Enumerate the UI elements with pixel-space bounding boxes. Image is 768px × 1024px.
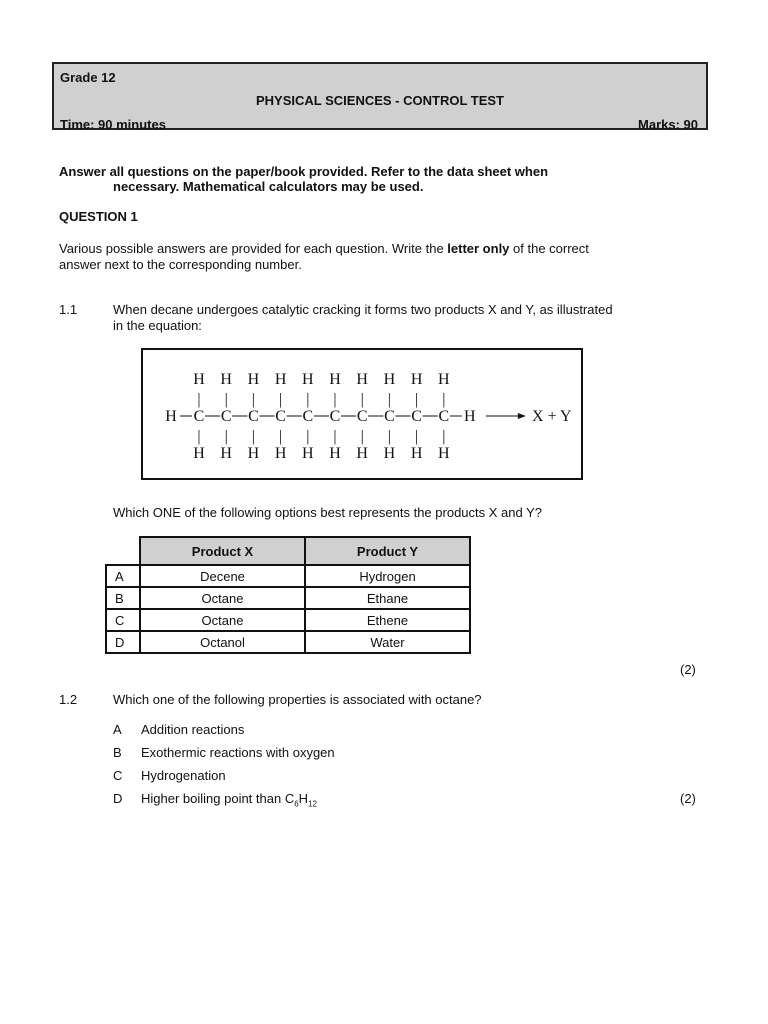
row-product-y: Hydrogen bbox=[305, 565, 470, 587]
hydrogen-atom: H bbox=[220, 371, 232, 388]
time-label: Time: 90 minutes bbox=[60, 117, 166, 132]
vertical-bond: | bbox=[251, 428, 256, 445]
row-letter: B bbox=[106, 587, 140, 609]
question1-heading: QUESTION 1 bbox=[59, 209, 138, 224]
carbon-atom: C bbox=[302, 408, 314, 425]
option-text: Addition reactions bbox=[141, 722, 245, 737]
q1-2-number: 1.2 bbox=[59, 692, 78, 707]
subscript-12: 12 bbox=[308, 799, 317, 809]
vertical-bond: | bbox=[333, 391, 337, 408]
table-row bbox=[106, 609, 470, 631]
hydrogen-atom: H bbox=[302, 371, 314, 388]
vertical-bond: | bbox=[442, 428, 446, 445]
instructions-line1: Answer all questions on the paper/book provided. Refer to the data sheet when bbox=[59, 164, 549, 179]
hydrogen-atom: H bbox=[410, 371, 423, 388]
marks-label: Marks: 90 bbox=[638, 117, 698, 132]
row-letter: D bbox=[106, 631, 140, 653]
vertical-bond: | bbox=[278, 391, 283, 408]
vertical-bond: | bbox=[197, 428, 201, 445]
hydrogen-atom: H bbox=[274, 371, 287, 388]
carbon-atom: C bbox=[356, 408, 368, 425]
grade-label: Grade 12 bbox=[60, 70, 116, 85]
vertical-bond: | bbox=[387, 428, 392, 445]
hydrogen-atom: H bbox=[329, 371, 341, 388]
hydrogen-atom: H bbox=[383, 371, 396, 388]
q1-1-text-line2: in the equation: bbox=[113, 318, 202, 333]
vertical-bond: | bbox=[278, 428, 283, 445]
subscript-6: 6 bbox=[294, 799, 299, 809]
option-letter: A bbox=[113, 722, 122, 737]
option-d-h: H bbox=[298, 791, 309, 806]
carbon-atom: C bbox=[411, 408, 422, 425]
hydrogen-atom: H bbox=[193, 445, 205, 462]
vertical-bond: | bbox=[414, 391, 419, 408]
carbon-atom: C bbox=[329, 408, 341, 425]
carbon-atom: C bbox=[384, 408, 395, 425]
q1-1-number: 1.1 bbox=[59, 302, 78, 317]
q1-2-marks: (2) bbox=[680, 791, 696, 806]
decane-structure-diagram bbox=[143, 350, 581, 478]
header-product-y: Product Y bbox=[305, 537, 470, 565]
vertical-bond: | bbox=[360, 391, 364, 408]
vertical-bond: | bbox=[224, 428, 228, 445]
vertical-bond: | bbox=[387, 391, 392, 408]
test-title: PHYSICAL SCIENCES - CONTROL TEST bbox=[256, 93, 504, 108]
row-product-x: Octane bbox=[140, 587, 305, 609]
vertical-bond: | bbox=[224, 391, 228, 408]
hydrogen-atom: H bbox=[356, 371, 368, 388]
hydrogen-atom: H bbox=[274, 445, 287, 462]
carbon-atom: C bbox=[193, 408, 205, 425]
question1-intro-line2: answer next to the corresponding number. bbox=[59, 257, 302, 272]
hydrogen-atom: H bbox=[247, 371, 260, 388]
option-d-text: Higher boiling point than C bbox=[141, 791, 295, 806]
table-row bbox=[106, 565, 470, 587]
hydrogen-atom: H bbox=[302, 445, 314, 462]
vertical-bond: | bbox=[414, 428, 419, 445]
vertical-bond: | bbox=[360, 428, 364, 445]
table-row bbox=[106, 631, 470, 653]
vertical-bond: | bbox=[333, 428, 337, 445]
hydrogen-atom: H bbox=[193, 371, 205, 388]
row-product-y: Ethane bbox=[305, 587, 470, 609]
carbon-atom: C bbox=[438, 408, 450, 425]
hydrogen-atom: H bbox=[383, 445, 396, 462]
row-product-x: Octanol bbox=[140, 631, 305, 653]
table-header-row bbox=[106, 537, 470, 565]
hydrogen-atom: H bbox=[247, 445, 260, 462]
option-text: Hydrogenation bbox=[141, 768, 226, 783]
q1-1-marks: (2) bbox=[680, 662, 696, 677]
hydrogen-atom: H bbox=[438, 371, 450, 388]
table-corner bbox=[106, 537, 140, 565]
option-text: Exothermic reactions with oxygen bbox=[141, 745, 335, 760]
intro-emphasis: letter only bbox=[447, 241, 510, 256]
equation-box bbox=[141, 348, 583, 480]
q1-2-question: Which one of the following properties is associated with octane? bbox=[113, 692, 482, 707]
hydrogen-atom: H bbox=[410, 445, 423, 462]
vertical-bond: | bbox=[442, 391, 446, 408]
row-letter: A bbox=[106, 565, 140, 587]
carbon-atom: C bbox=[275, 408, 286, 425]
hydrogen-atom: H bbox=[220, 445, 232, 462]
hydrogen-atom: H bbox=[356, 445, 368, 462]
row-product-y: Water bbox=[305, 631, 470, 653]
row-product-x: Decene bbox=[140, 565, 305, 587]
option-letter: C bbox=[113, 768, 123, 783]
q1-1-question: Which ONE of the following options best represents the products X and Y? bbox=[113, 505, 542, 520]
intro-text-part2: of the correct bbox=[509, 241, 589, 256]
carbon-atom: C bbox=[220, 408, 232, 425]
row-letter: C bbox=[106, 609, 140, 631]
reaction-arrow-icon bbox=[518, 413, 526, 419]
terminal-hydrogen-atom: H bbox=[165, 408, 177, 425]
table-row bbox=[106, 587, 470, 609]
vertical-bond: | bbox=[251, 391, 256, 408]
row-product-y: Ethene bbox=[305, 609, 470, 631]
row-product-x: Octane bbox=[140, 609, 305, 631]
products-label: X + Y bbox=[532, 408, 572, 425]
question1-intro bbox=[59, 241, 589, 256]
header-box bbox=[52, 62, 708, 130]
option-letter: B bbox=[113, 745, 122, 760]
option-letter: D bbox=[113, 791, 123, 806]
q1-1-text-line1: When decane undergoes catalytic cracking it forms two products X and Y, as illustrated bbox=[113, 302, 613, 317]
vertical-bond: | bbox=[306, 428, 310, 445]
option-text bbox=[141, 791, 317, 809]
hydrogen-atom: H bbox=[438, 445, 450, 462]
vertical-bond: | bbox=[197, 391, 201, 408]
instructions-line2: necessary. Mathematical calculators may be used. bbox=[113, 179, 424, 194]
header-product-x: Product X bbox=[140, 537, 305, 565]
intro-text-part1: Various possible answers are provided for each question. Write the bbox=[59, 241, 448, 256]
vertical-bond: | bbox=[306, 391, 310, 408]
products-table bbox=[105, 536, 471, 654]
carbon-atom: C bbox=[248, 408, 259, 425]
hydrogen-atom: H bbox=[329, 445, 341, 462]
terminal-hydrogen-atom: H bbox=[464, 408, 476, 425]
